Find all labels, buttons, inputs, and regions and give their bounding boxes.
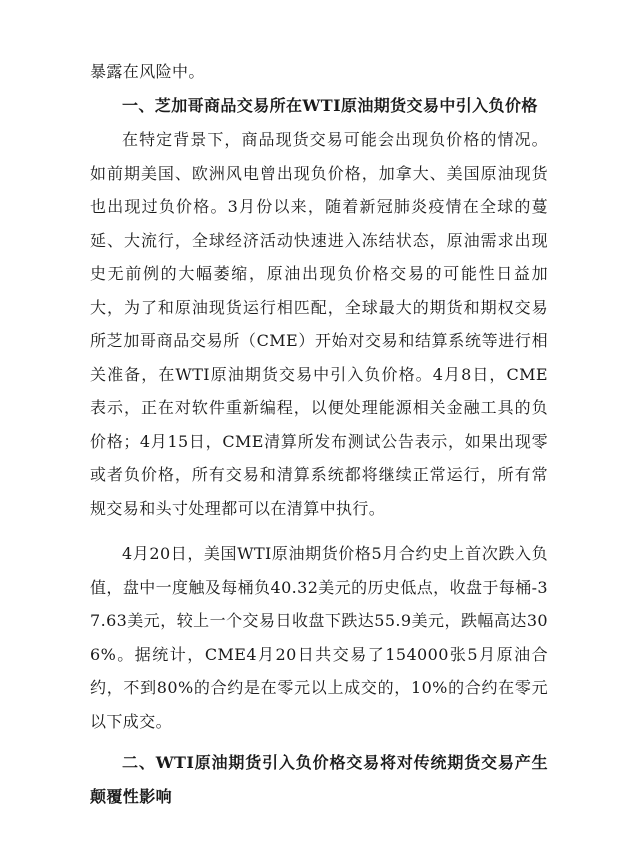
section-heading-1: 一、芝加哥商品交易所在WTI原油期货交易中引入负价格 [122,96,538,115]
section-heading-2: 二、WTI原油期货引入负价格交易将对传统期货交易产生颠覆性影响 [90,753,548,806]
lead-line: 暴露在风险中。 [90,62,205,81]
body-paragraph-2: 4月20日，美国WTI原油期货价格5月合约史上首次跌入负值，盘中一度触及每桶负40.32美元的历史低点，收盘于每桶-37.63美元，较上一个交易日收盘下跌达55.9美元，跌幅高达306%。据统计，CME4月20日共交易了154000张5月原油合约，不到80%的合约是在零元以上成交的，10%的合约在零元以下成交。 [90,544,548,731]
body-paragraph-1: 在特定背景下，商品现货交易可能会出现负价格的情况。如前期美国、欧洲风电曾出现负价格，加拿大、美国原油现货也出现过负价格。3月份以来，随着新冠肺炎疫情在全球的蔓延、大流行，全球经济活动快速进入冻结状态，原油需求出现史无前例的大幅萎缩，原油出现负价格交易的可能性日益加大，为了和原油现货运行相匹配，全球最大的期货和期权交易所芝加哥商品交易所（CME）开始对交易和结算系统等进行相关准备，在WTI原油期货交易中引入负价格。4月8日，CME表示，正在对软件重新编程，以便处理能源相关金融工具的负价格；4月15日，CME清算所发布测试公告表示，如果出现零或者负价格，所有交易和清算系统都将继续正常运行，所有常规交易和头寸处理都可以在清算中执行。 [90,130,548,518]
